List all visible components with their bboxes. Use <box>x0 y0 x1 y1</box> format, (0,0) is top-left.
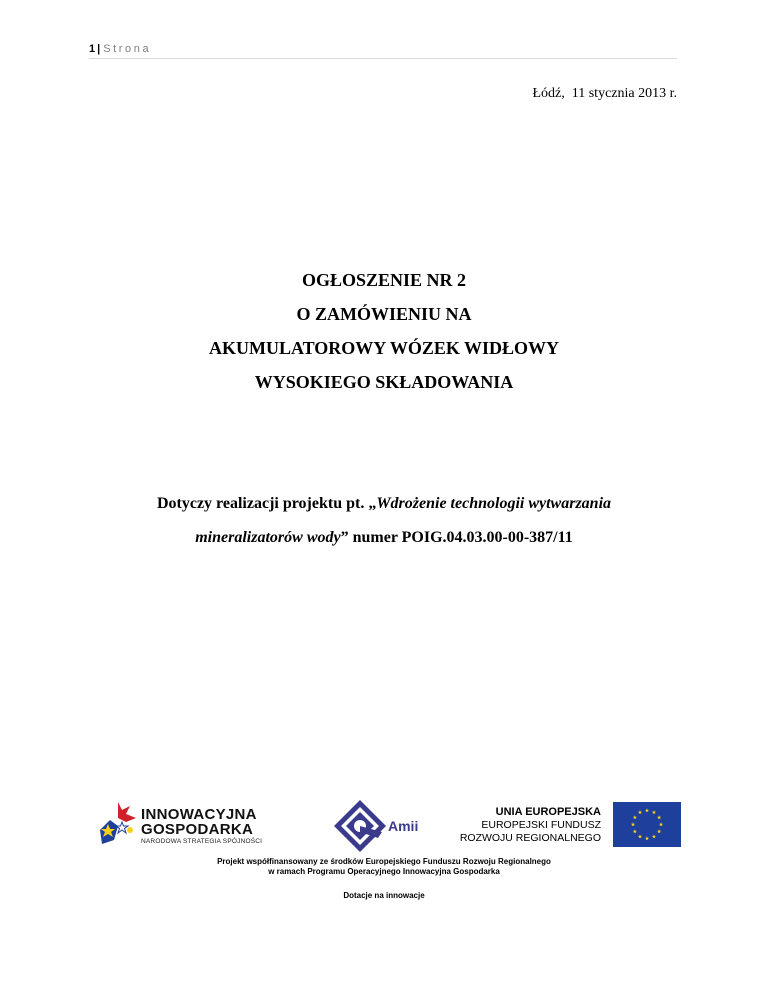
project-name-part-2: mineralizatorów wody <box>195 529 341 546</box>
eu-line-3: ROZWOJU REGIONALNEGO <box>459 832 601 844</box>
subject-line-1 <box>0 487 768 521</box>
project-name-part-1: Wdrożenie technologii wytwarzania <box>376 495 612 512</box>
page-word: Strona <box>103 43 152 55</box>
title-line-4: WYSOKIEGO SKŁADOWANIA <box>254 372 514 392</box>
header-separator: | <box>97 43 101 55</box>
logos-bar <box>0 795 768 855</box>
eu-flag-icon <box>613 802 681 847</box>
project-subject <box>0 487 768 555</box>
ig-line-3: NARODOWA STRATEGIA SPÓJNOŚCI <box>141 838 263 845</box>
ig-text <box>141 807 262 846</box>
page-number: 1 <box>89 43 96 55</box>
amii-diamond-icon <box>332 798 388 854</box>
title-line-3: AKUMULATOROWY WÓZEK WIDŁOWY <box>208 338 560 358</box>
eu-line-1: UNIA EUROPEJSKA <box>495 806 601 818</box>
amii-logo <box>332 798 436 854</box>
innowacyjna-gospodarka-logo <box>96 800 266 848</box>
subject-prefix: Dotyczy realizacji projektu pt. „ <box>156 495 377 512</box>
eu-fund-text <box>460 806 601 845</box>
page-header <box>89 42 677 59</box>
title-line-1: OGŁOSZENIE NR 2 <box>301 270 467 290</box>
project-number: ” numer POIG.04.03.00-00-387/11 <box>340 529 573 546</box>
stars-flag-icon <box>96 800 140 848</box>
amii-text: Amii <box>388 818 419 834</box>
cofinancing-line-1: Projekt współfinansowany ze środków Europejskiego Funduszu Rozwoju Regionalnego <box>217 857 551 866</box>
date-line: Łódź, 11 stycznia 2013 r. <box>532 86 677 101</box>
ig-line-1: INNOWACYJNA <box>141 806 257 823</box>
tagline: Dotacje na innowacje <box>343 891 425 900</box>
title-line-2: O ZAMÓWIENIU NA <box>296 304 472 324</box>
ig-line-2: GOSPODARKA <box>141 821 254 838</box>
cofinancing-line-2: w ramach Programu Operacyjnego Innowacyjna Gospodarka <box>268 867 500 876</box>
document-title <box>0 263 768 399</box>
eu-line-2: EUROPEJSKI FUNDUSZ <box>481 819 601 831</box>
cofinancing-note <box>0 857 768 877</box>
subject-line-2 <box>0 521 768 555</box>
